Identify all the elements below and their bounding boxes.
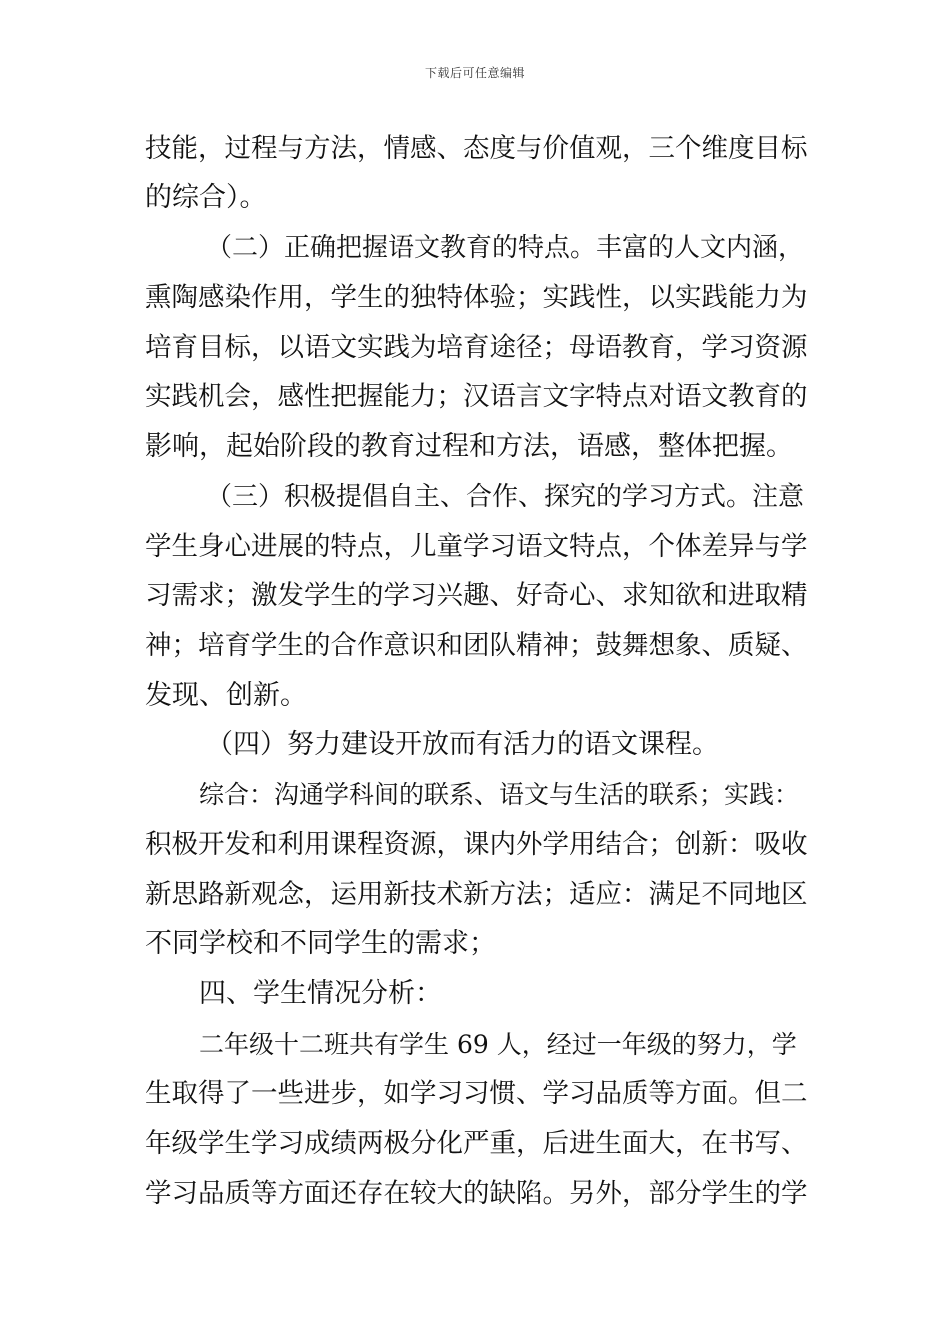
text-line-17: 不同学校和不同学生的需求； (145, 928, 496, 959)
text-line-14: 综合：沟通学科间的联系、语文与生活的联系；实践： (199, 780, 800, 809)
text-line-9: 学生身心进展的特点，儿童学习语文特点，个体差异与学 (145, 531, 808, 562)
text-line-2: 的综合）。 (145, 182, 267, 213)
text-line-3: （二）正确把握语文教育的特点。丰富的人文内涵， (206, 233, 805, 263)
text-line-15: 积极开发和利用课程资源，课内外学用结合；创新：吸收 (145, 829, 808, 860)
text-line-8: （三）积极提倡自主、合作、探究的学习方式。注意 (206, 482, 805, 512)
text-line-6: 实践机会，感性把握能力；汉语言文字特点对语文教育的 (145, 381, 808, 412)
page-header: 下载后可任意编辑 (424, 66, 525, 80)
text-line-22: 学习品质等方面还存在较大的缺陷。另外，部分学生的学 (145, 1178, 808, 1209)
text-line-10: 习需求；激发学生的学习兴趣、好奇心、求知欲和进取精 (145, 580, 808, 611)
text-line-19: 二年级十二班共有学生 69 人，经过一年级的努力，学 (199, 1030, 797, 1059)
text-line-21: 年级学生学习成绩两极分化严重，后进生面大，在书写、 (145, 1128, 808, 1159)
text-line-13: （四）努力建设开放而有活力的语文课程。 (206, 729, 719, 760)
text-line-12: 发现、创新。 (145, 680, 307, 711)
text-line-5: 培育目标，以语文实践为培育途径；母语教育，学习资源 (145, 332, 808, 363)
text-line-20: 生取得了一些进步，如学习习惯、学习品质等方面。但二 (145, 1078, 808, 1109)
text-line-11: 神；培育学生的合作意识和团队精神；鼓舞想象、质疑、 (145, 630, 808, 661)
text-line-1: 技能，过程与方法，情感、态度与价值观，三个维度目标 (145, 133, 808, 164)
text-line-7: 影响，起始阶段的教育过程和方法，语感，整体把握。 (145, 431, 793, 462)
text-line-4: 熏陶感染作用，学生的独特体验；实践性，以实践能力为 (145, 282, 808, 313)
text-line-18: 四、学生情况分析： (199, 978, 442, 1009)
text-line-16: 新思路新观念，运用新技术新方法；适应：满足不同地区 (145, 879, 808, 910)
